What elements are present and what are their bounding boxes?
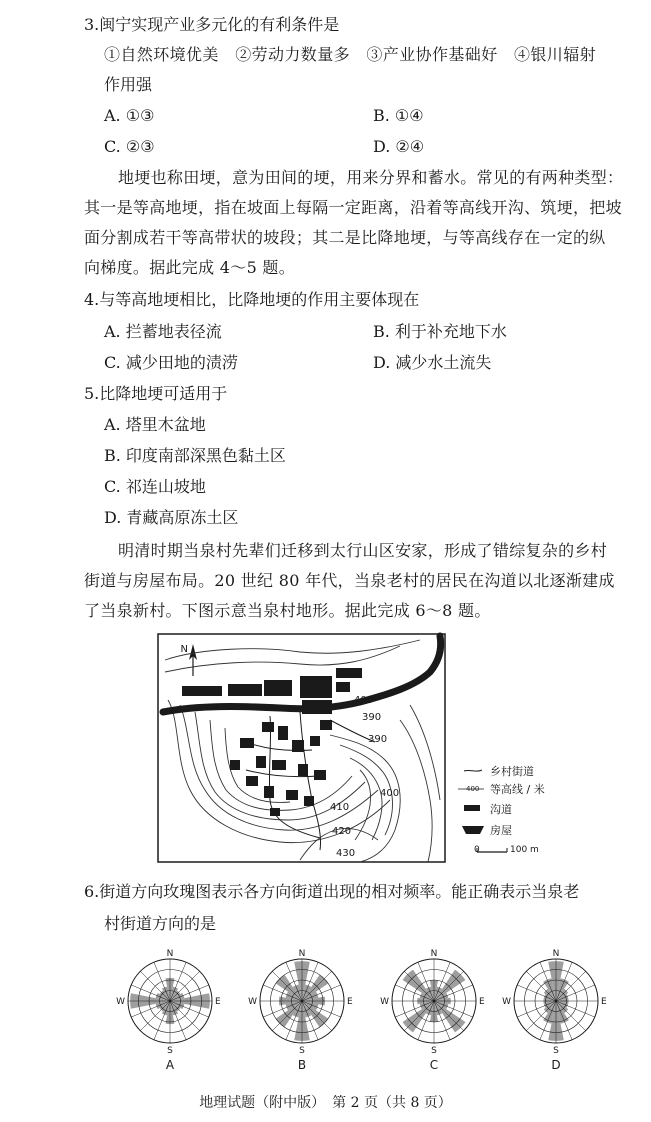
page-footer: 地理试题（附中版） 第 2 页（共 8 页） [199, 1095, 452, 1111]
rose-label-w: W [380, 997, 389, 1007]
q4-option-c[interactable]: C. 减少田地的渍涝 [104, 353, 238, 372]
rose-option-label[interactable]: C [429, 1058, 439, 1072]
rose-option-label[interactable]: D [551, 1058, 561, 1072]
rose-label-n: N [298, 949, 306, 959]
q3-option-c[interactable]: C. ②③ [104, 137, 155, 156]
rose-option-label[interactable]: A [165, 1058, 175, 1072]
rose-diagram-b [248, 949, 353, 1072]
passage1-line3: 面分割成若干等高带状的坡段；其二是比降地埂，与等高线存在一定的纵 [84, 228, 606, 247]
q4-option-d[interactable]: D. 减少水土流失 [373, 353, 492, 372]
q4-stem: 4.与等高地埂相比，比降地埂的作用主要体现在 [84, 290, 420, 309]
rose-diagram-c [380, 949, 485, 1072]
q4-option-b[interactable]: B. 利于补充地下水 [373, 322, 507, 341]
rose-diagram-d [502, 949, 607, 1072]
rose-label-s: S [431, 1046, 437, 1056]
rose-option-label[interactable]: B [297, 1058, 307, 1072]
q5-stem: 5.比降地埂可适用于 [84, 384, 228, 403]
rose-label-w: W [116, 997, 125, 1007]
legend-house-label: 房屋 [490, 824, 512, 837]
q3-option-a[interactable]: A. ①③ [104, 106, 155, 125]
contour-label: 390 [362, 712, 382, 723]
contour-label: 430 [336, 848, 356, 859]
scale-zero: 0 [474, 845, 480, 855]
q4-option-a[interactable]: A. 拦蓄地表径流 [104, 322, 222, 341]
q5-option-d[interactable]: D. 青藏高原冻土区 [104, 508, 239, 527]
passage1-line4: 向梯度。据此完成 4～5 题。 [84, 258, 296, 277]
contour-label: 410 [330, 802, 350, 813]
contour-label: 400 [354, 695, 374, 706]
passage1-line2: 其一是等高地埂，指在坡面上每隔一定距离，沿着等高线开沟、筑埂，把坡 [84, 198, 622, 217]
rose-label-s: S [299, 1046, 305, 1056]
rose-diagram-a [116, 949, 221, 1072]
north-label: N [180, 644, 188, 655]
q3-options-line1: ①自然环境优美 ②劳动力数量多 ③产业协作基础好 ④银川辐射 [104, 45, 597, 64]
contour-label: 420 [332, 826, 352, 837]
q3-options-line2: 作用强 [104, 75, 153, 94]
contour-label: 390 [368, 734, 388, 745]
q6-stem-line2: 村街道方向的是 [104, 914, 217, 933]
passage2-line3: 了当泉新村。下图示意当泉村地形。据此完成 6～8 题。 [84, 601, 491, 620]
rose-label-e: E [347, 997, 353, 1007]
q5-option-a[interactable]: A. 塔里木盆地 [104, 415, 206, 434]
contour-label: 400 [380, 788, 400, 799]
rose-label-s: S [167, 1046, 173, 1056]
rose-label-n: N [166, 949, 174, 959]
q5-option-b[interactable]: B. 印度南部深黑色黏土区 [104, 446, 286, 465]
rose-label-e: E [601, 997, 607, 1007]
q6-stem-line1: 6.街道方向玫瑰图表示各方向街道出现的相对频率。能正确表示当泉老 [84, 882, 580, 901]
legend-contour-sample: 400 [466, 785, 480, 793]
q5-option-c[interactable]: C. 祁连山坡地 [104, 477, 206, 496]
rose-label-n: N [552, 949, 560, 959]
rose-label-e: E [215, 997, 221, 1007]
rose-label-s: S [553, 1046, 559, 1056]
legend-gully-label: 沟道 [490, 803, 512, 816]
q3-option-b[interactable]: B. ①④ [373, 106, 424, 125]
legend-street-label: 乡村街道 [490, 765, 534, 778]
rose-label-e: E [479, 997, 485, 1007]
rose-label-w: W [502, 997, 511, 1007]
rose-label-w: W [248, 997, 257, 1007]
scale-length: 100 m [510, 845, 539, 855]
passage2-line2: 街道与房屋布局。20 世纪 80 年代，当泉老村的居民在沟道以北逐渐建成 [84, 571, 615, 590]
passage1-line1: 地埂也称田埂，意为田间的埂，用来分界和蓄水。常见的有两种类型： [118, 168, 624, 187]
q3-option-d[interactable]: D. ②④ [373, 137, 425, 156]
passage2-line1: 明清时期当泉村先辈们迁移到太行山区安家，形成了错综复杂的乡村 [118, 541, 608, 560]
rose-label-n: N [430, 949, 438, 959]
q3-stem: 3.闽宁实现产业多元化的有利条件是 [84, 15, 340, 34]
legend-contour-label: 等高线 / 米 [490, 783, 545, 796]
